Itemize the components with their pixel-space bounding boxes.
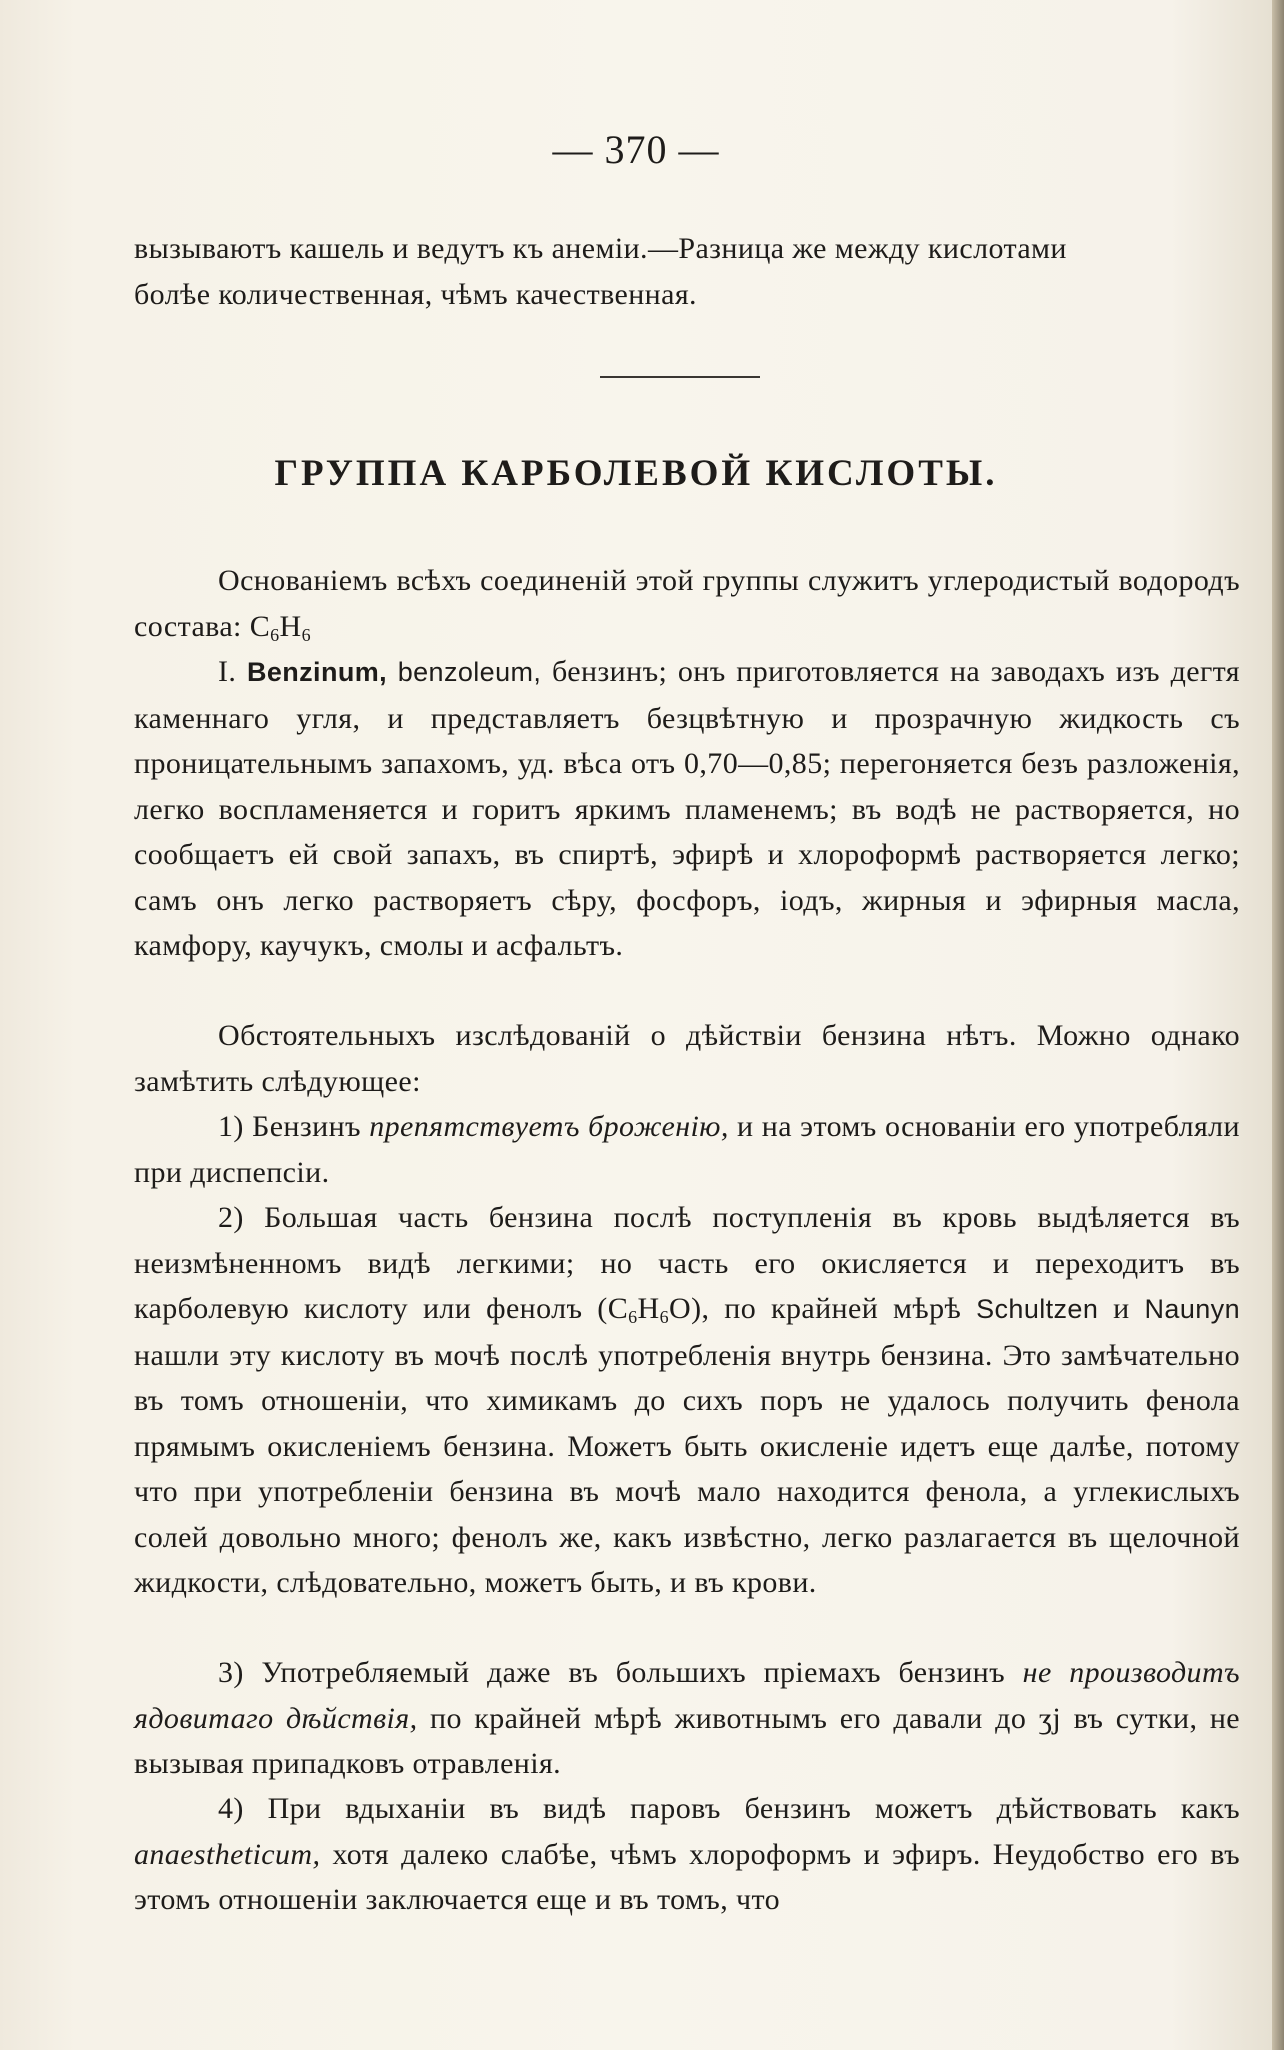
paragraph-research-text: Обстоятельныхъ изслѣдованiй о дѣйствiи бензина нѣтъ. Можно однако замѣтить слѣдующее: [134, 1019, 1240, 1098]
latin-name: Naunyn [1144, 1294, 1240, 1324]
latin-name: Schultzen [976, 1294, 1099, 1324]
point-4-text: 4) При вдыханiи въ видѣ паровъ бензинъ можетъ дѣйствовать какъ [218, 1792, 1240, 1825]
formula-text: H [279, 609, 302, 643]
page-number: — 370 — [552, 127, 720, 172]
italic-emphasis: anaestheticum, [134, 1837, 321, 1871]
paragraph-point-1 [134, 1104, 1240, 1195]
italic-emphasis: не производитъ ядовитаго дѣйствiя, [134, 1656, 1240, 1735]
latin-term: Benzinum, [246, 657, 388, 687]
formula-text: H [637, 1292, 660, 1325]
subscript: 6 [659, 1307, 669, 1327]
paragraph-basis-text: Основанiемъ всѣхъ соединенiй этой группы служитъ углеродистый водородъ состава: C [134, 564, 1240, 643]
section-divider [600, 376, 760, 378]
intro-line-2: болѣе количественная, чѣмъ качественная. [134, 277, 697, 311]
point-2-text: и [1113, 1292, 1130, 1325]
point-3-text: по крайней мѣрѣ животнымъ его давали до ʒj въ сутки, не вызывая припадковъ отравленiя. [134, 1701, 1240, 1780]
italic-emphasis: препятствуетъ броженiю, [369, 1110, 729, 1143]
section-title: ГРУППА КАРБОЛЕВОЙ КИСЛОТЫ. [274, 453, 998, 494]
paragraph-point-4 [134, 1786, 1240, 1923]
subscript: 6 [270, 624, 280, 645]
paragraph-basis [134, 558, 1240, 649]
point-1-text: 1) Бензинъ [218, 1110, 361, 1143]
intro-line-1: вызываютъ кашель и ведутъ къ анемiи.—Разница же между кислотами [134, 232, 1067, 265]
item-number: I. [218, 655, 237, 688]
subscript: 6 [301, 624, 311, 645]
point-2-text: нашли эту кислоту въ мочѣ послѣ употребленiя внутрь бензина. Это замѣчательно въ томъ отношенiи, что химикамъ до сихъ поръ не удалось получить фенола прямымъ окисленiемъ бензина. Можетъ быть окисленiе идетъ еще далѣе, потому что при употребленiи бензина въ мочѣ мало находится фенола, а углекислыхъ солей довольно много; фенолъ же, какъ извѣстно, легко разлагается въ щелочной жидкости, слѣдовательно, можетъ быть, и въ крови. [134, 1338, 1240, 1599]
point-2-text: 2) Большая часть бензина послѣ поступленiя въ кровь выдѣляется въ неизмѣненномъ видѣ легкими; но часть его окисляется и переходитъ въ карболевую кислоту или фенолъ (C [134, 1201, 1240, 1325]
point-4-text: хотя далеко слабѣе, чѣмъ хлороформъ и эфиръ. Неудобство его въ этомъ отношенiи заключается еще и въ томъ, что [134, 1837, 1240, 1916]
paragraph-point-3 [134, 1650, 1240, 1787]
subscript: 6 [628, 1307, 638, 1327]
latin-term: benzoleum, [397, 657, 542, 687]
point-2-text: O), по крайней мѣрѣ [669, 1292, 962, 1325]
intro-paragraph [134, 226, 1240, 317]
point-1-text: и на этомъ основанiи его употребляли при диспепсiи. [134, 1110, 1241, 1189]
paragraph-benzinum [134, 649, 1240, 969]
paragraph-point-2 [134, 1195, 1240, 1606]
point-3-text: 3) Употребляемый даже въ большихъ прiемахъ бензинъ [218, 1656, 1006, 1689]
paragraph-research [134, 1013, 1240, 1104]
page-edge [1272, 0, 1284, 2050]
paragraph-benzinum-text: бензинъ; онъ приготовляется на заводахъ изъ дегтя каменнаго угля, и представляетъ безцвѣтную и прозрачную жидкость съ проницательнымъ запахомъ, уд. вѣса отъ 0,70—0,85; перегоняется безъ разложенiя, легко воспламеняется и горитъ яркимъ пламенемъ; въ водѣ не растворяется, но сообщаетъ ей свой запахъ, въ спиртѣ, эфирѣ и хлороформѣ растворяется легко; самъ онъ легко растворяетъ сѣру, фосфоръ, iодъ, жирныя и эфирныя масла, камфору, каучукъ, смолы и асфальтъ. [134, 655, 1240, 962]
